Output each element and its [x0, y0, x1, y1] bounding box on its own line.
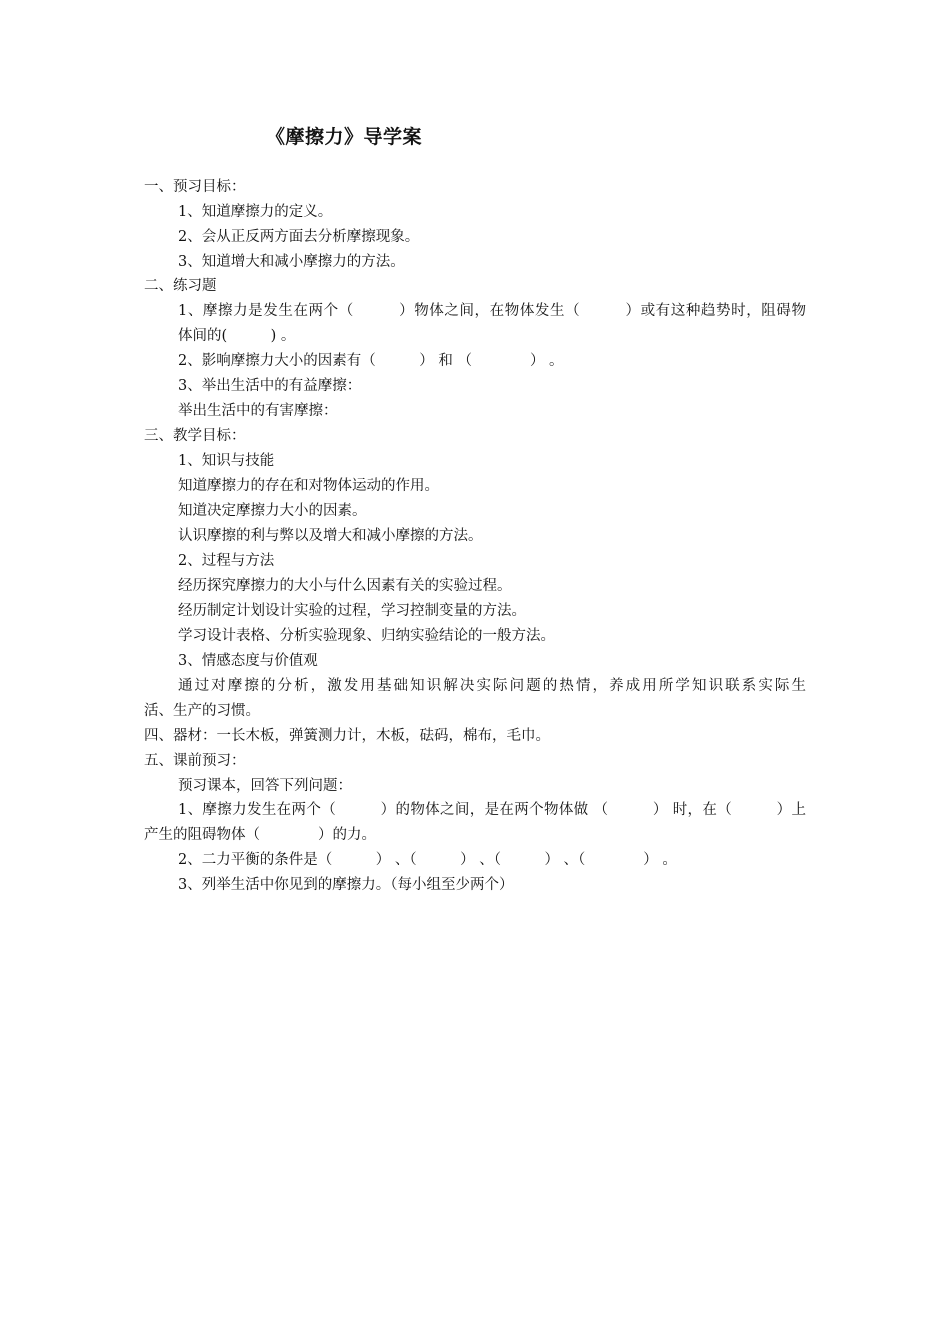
teaching-goal-knowledge-heading: 1、知识与技能 — [178, 453, 275, 469]
teaching-goal-process-heading: 2、过程与方法 — [178, 553, 275, 569]
section-heading-teaching-goals: 三、教学目标： — [144, 428, 246, 444]
section-heading-exercises: 二、练习题 — [144, 278, 217, 294]
teaching-goal-process-1: 经历探究摩擦力的大小与什么因素有关的实验过程。 — [178, 578, 512, 594]
teaching-goal-process-2: 经历制定计划设计实验的过程，学习控制变量的方法。 — [178, 603, 526, 619]
section-heading-preview-goals: 一、预习目标： — [144, 179, 246, 195]
teaching-goal-attitude-heading: 3、情感态度与价值观 — [178, 653, 318, 669]
section-heading-equipment: 四、器材：一长木板，弹簧测力计，木板，砝码，棉布，毛巾。 — [144, 728, 550, 744]
preview-goal-3: 3、知道增大和减小摩擦力的方法。 — [178, 254, 405, 270]
teaching-goal-knowledge-2: 知道决定摩擦力大小的因素。 — [178, 503, 367, 519]
teaching-goal-attitude-line-2: 活、生产的习惯。 — [144, 703, 260, 719]
exercise-1-line-2: 体间的( ) 。 — [178, 328, 296, 344]
pre-class-instruction: 预习课本，回答下列问题： — [178, 778, 352, 794]
document-title: 《摩擦力》导学案 — [266, 126, 423, 148]
section-heading-pre-class: 五、课前预习： — [144, 753, 246, 769]
preview-goal-2: 2、会从正反两方面去分析摩擦现象。 — [178, 229, 420, 245]
teaching-goal-knowledge-1: 知道摩擦力的存在和对物体运动的作用。 — [178, 478, 439, 494]
teaching-goal-attitude-line-1: 通过对摩擦的分析，激发用基础知识解决实际问题的热情，养成用所学知识联系实际生 — [178, 678, 806, 694]
pre-class-question-1-line-2: 产生的阻碍物体（ ）的力。 — [144, 827, 376, 843]
teaching-goal-process-3: 学习设计表格、分析实验现象、归纳实验结论的一般方法。 — [178, 628, 555, 644]
exercise-1-line-1: 1、摩擦力是发生在两个（ ）物体之间，在物体发生（ ）或有这种趋势时，阻碍物 — [178, 303, 806, 319]
preview-goal-1: 1、知道摩擦力的定义。 — [178, 204, 333, 220]
pre-class-question-1-line-1: 1、摩擦力发生在两个（ ）的物体之间，是在两个物体做 （ ） 时，在（ ）上 — [178, 802, 806, 818]
exercise-2: 2、影响摩擦力大小的因素有（ ） 和 （ ） 。 — [178, 353, 564, 369]
teaching-goal-knowledge-3: 认识摩擦的利与弊以及增大和减小摩擦的方法。 — [178, 528, 483, 544]
pre-class-question-3: 3、列举生活中你见到的摩擦力。（每小组至少两个） — [178, 877, 514, 893]
pre-class-question-2: 2、二力平衡的条件是（ ） 、（ ） 、（ ） 、（ ） 。 — [178, 852, 677, 868]
exercise-3-harmful: 举出生活中的有害摩擦： — [178, 403, 338, 419]
exercise-3-beneficial: 3、举出生活中的有益摩擦： — [178, 378, 362, 394]
